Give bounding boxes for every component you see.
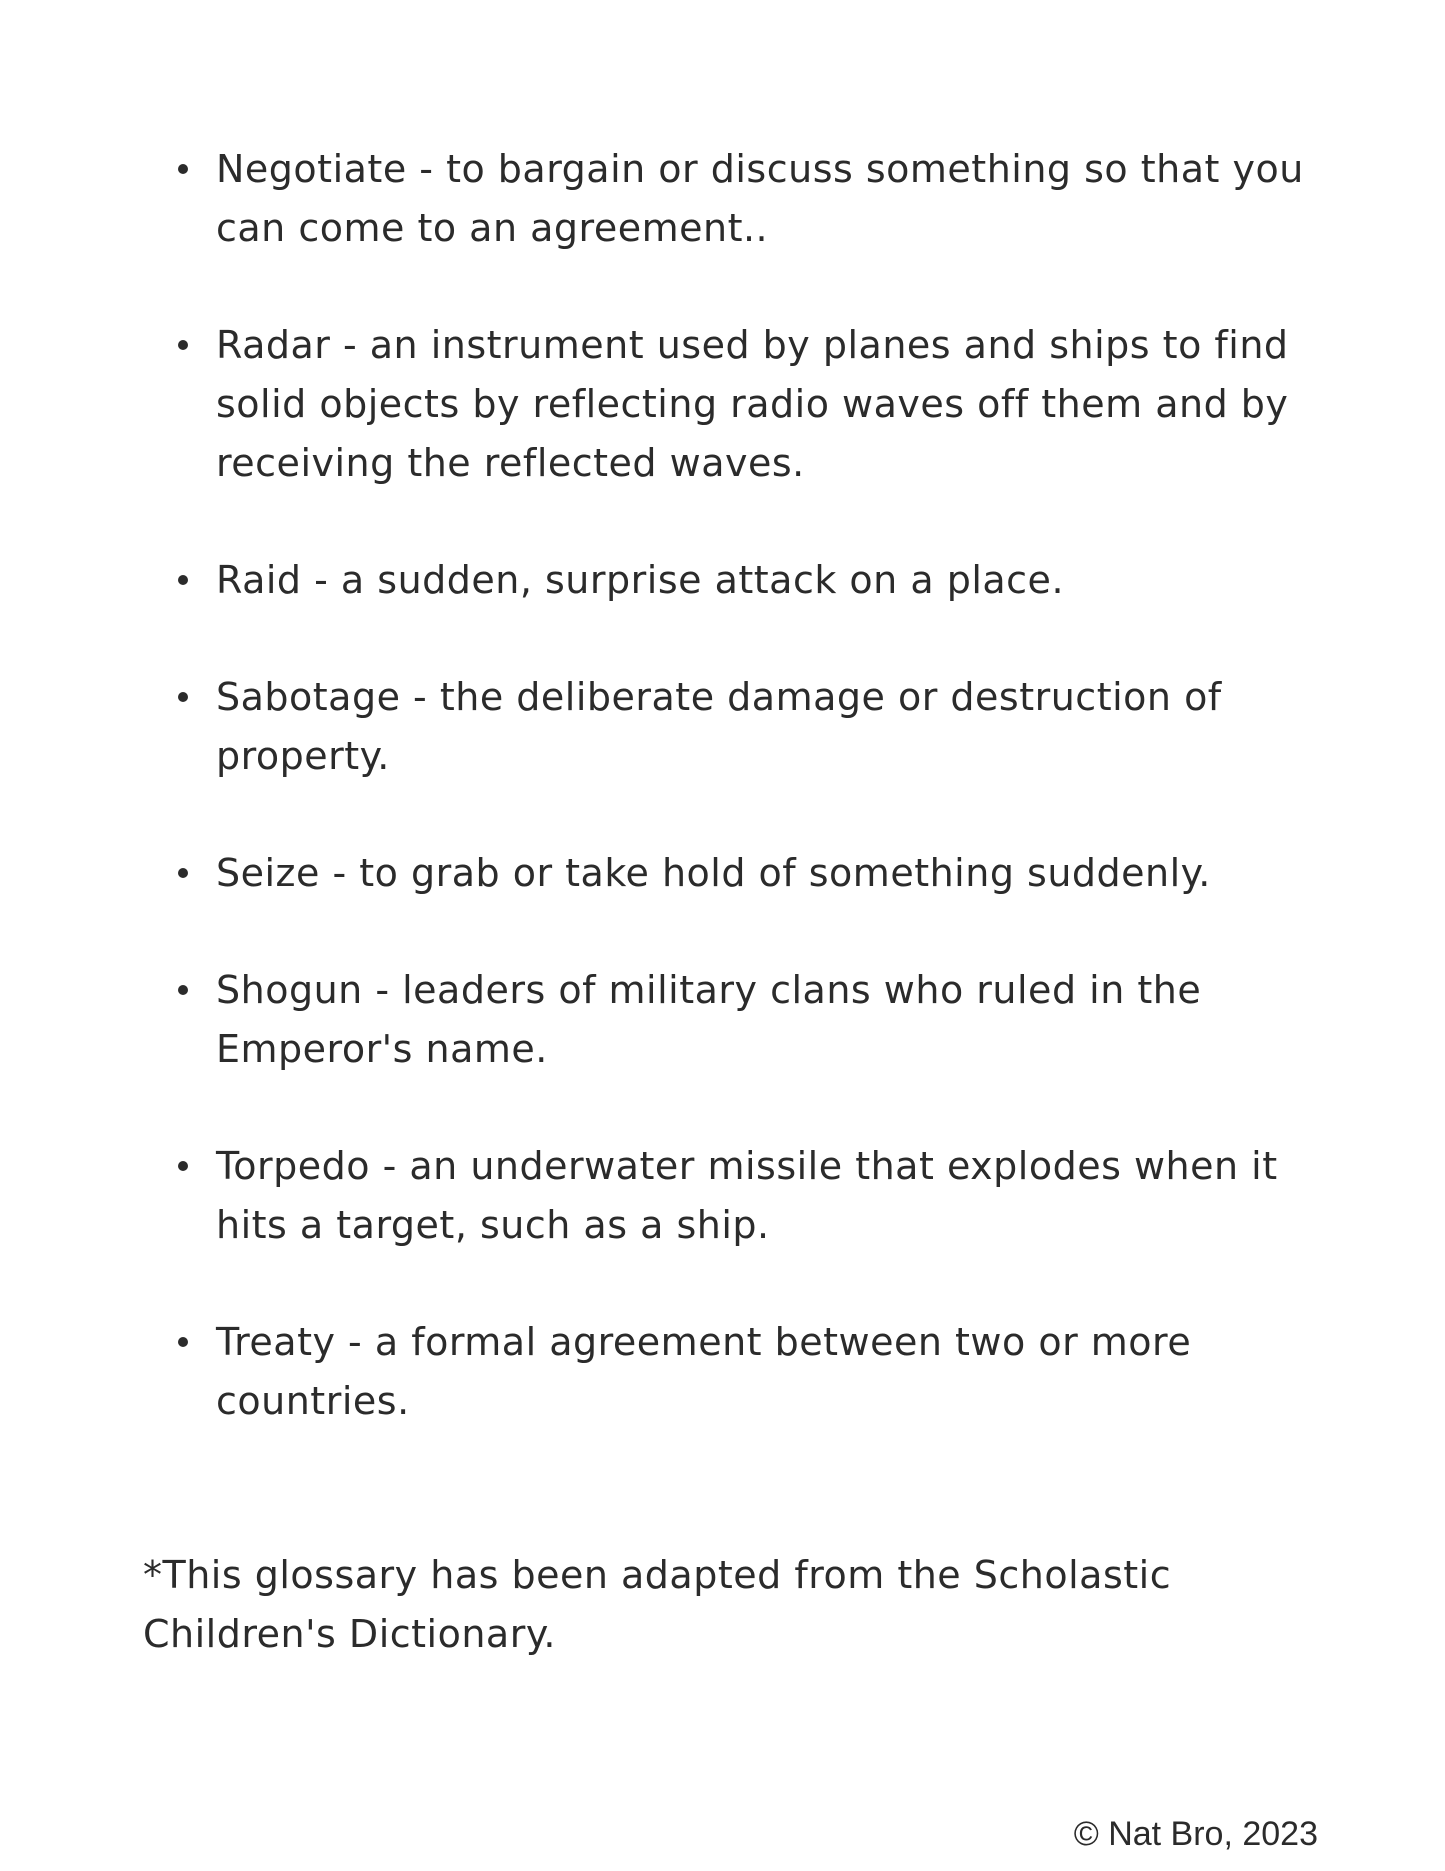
entry-text: Treaty - a formal agreement between two or more countries.: [216, 1320, 1192, 1423]
glossary-list: [178, 140, 1308, 1489]
glossary-entry-treaty: [178, 1313, 1308, 1431]
entry-text: Sabotage - the deliberate damage or destruction of property.: [216, 675, 1222, 778]
bullet-icon: [178, 575, 188, 585]
entry-text: Raid - a sudden, surprise attack on a place.: [216, 558, 1065, 602]
bullet-icon: [178, 985, 188, 995]
bullet-icon: [178, 868, 188, 878]
copyright-notice: © Nat Bro, 2023: [1073, 1815, 1318, 1853]
entry-text: Radar - an instrument used by planes and ships to find solid objects by reflecting radio waves off them and by receiving the reflected waves.: [216, 323, 1289, 485]
glossary-entry-torpedo: [178, 1137, 1308, 1255]
entry-text: Seize - to grab or take hold of something suddenly.: [216, 851, 1211, 895]
glossary-entry-negotiate: [178, 140, 1308, 258]
glossary-entry-radar: [178, 316, 1308, 493]
glossary-entry-seize: [178, 844, 1308, 903]
entry-text: Negotiate - to bargain or discuss something so that you can come to an agreement..: [216, 147, 1304, 250]
bullet-icon: [178, 340, 188, 350]
glossary-entry-sabotage: [178, 668, 1308, 786]
bullet-icon: [178, 1161, 188, 1171]
bullet-icon: [178, 1337, 188, 1347]
entry-text: Shogun - leaders of military clans who ruled in the Emperor's name.: [216, 968, 1202, 1071]
bullet-icon: [178, 164, 188, 174]
source-note: *This glossary has been adapted from the Scholastic Children's Dictionary.: [143, 1553, 1172, 1656]
entry-text: Torpedo - an underwater missile that explodes when it hits a target, such as a ship.: [216, 1144, 1278, 1247]
bullet-icon: [178, 692, 188, 702]
glossary-entry-raid: [178, 551, 1308, 610]
glossary-entry-shogun: [178, 961, 1308, 1079]
